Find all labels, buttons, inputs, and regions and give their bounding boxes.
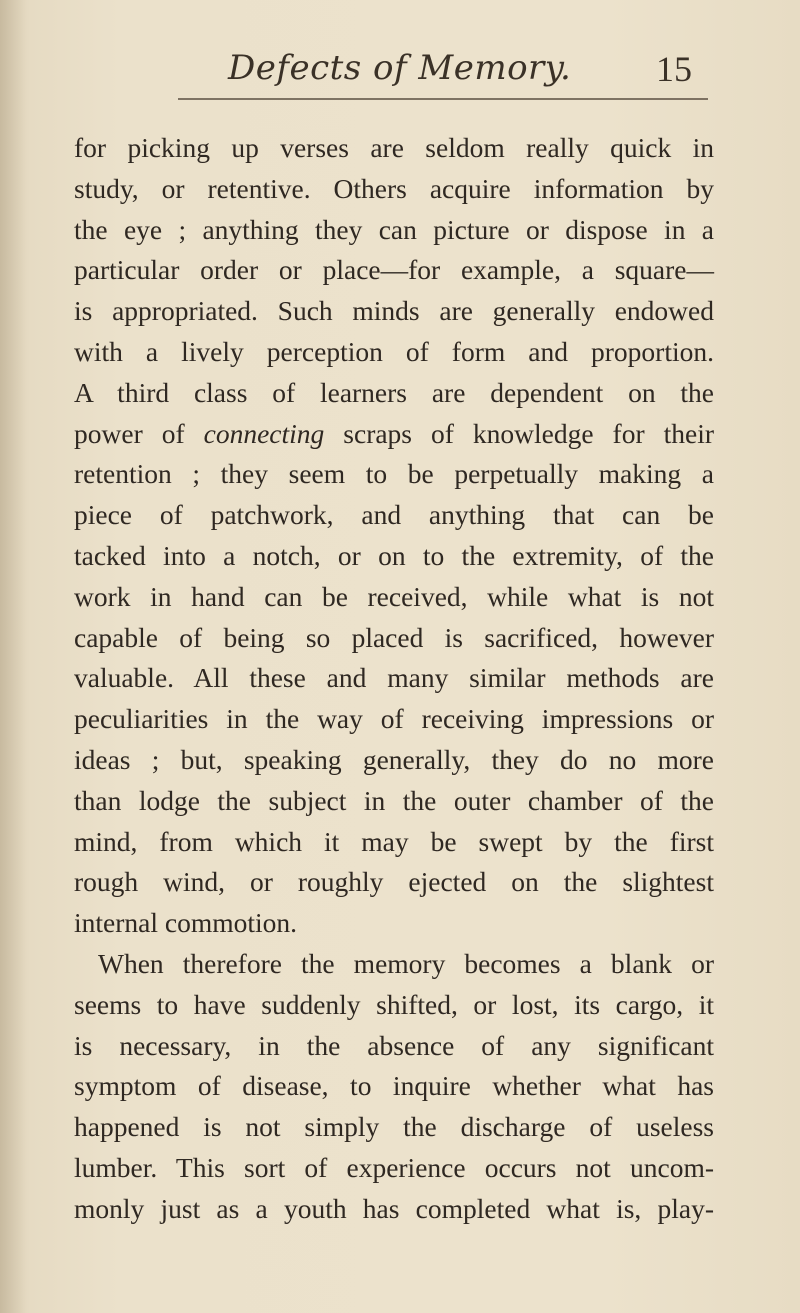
text-line: with a lively perception of form and proportion. <box>74 335 714 367</box>
text-line: monly just as a youth has completed what is, play- <box>74 1192 714 1224</box>
text-line: for picking up verses are seldom really quick in <box>74 132 714 163</box>
page-gutter-shadow <box>0 0 26 1313</box>
text-line: symptom of disease, to inquire whether what has <box>74 1070 714 1102</box>
text-line: ideas ; but, speaking generally, they do no more <box>74 743 714 775</box>
text-line: the eye ; anything they can picture or dispose in a <box>74 213 714 245</box>
text-line: rough wind, or roughly ejected on the slightest <box>74 866 714 898</box>
text-line: study, or retentive. Others acquire information by <box>74 172 714 204</box>
italic-emphasis: connecting <box>203 417 325 449</box>
text-line: piece of patchwork, and anything that can be <box>74 499 714 531</box>
text-line-paragraph-start: When therefore the memory becomes a blank or <box>98 947 714 979</box>
text-line: is necessary, in the absence of any significant <box>74 1029 714 1061</box>
text-line: valuable. All these and many similar methods are <box>74 662 714 694</box>
text-line: is appropriated. Such minds are generally endowed <box>74 295 714 327</box>
text-segment: scraps of knowledge for their <box>343 417 714 449</box>
text-line-mixed <box>74 414 714 455</box>
header-rule <box>178 98 708 100</box>
page-header <box>0 48 800 98</box>
text-line: retention ; they seem to be perpetually making a <box>74 458 714 490</box>
text-line: A third class of learners are dependent on the <box>74 376 714 408</box>
page-number: 15 <box>656 49 692 89</box>
text-line: peculiarities in the way of receiving impressions or <box>74 703 714 735</box>
body-text <box>74 128 714 1230</box>
text-line: work in hand can be received, while what is not <box>74 580 714 612</box>
text-segment: power of <box>74 417 185 449</box>
text-line: happened is not simply the discharge of useless <box>74 1111 714 1143</box>
running-head: Defects of Memory. <box>228 48 572 88</box>
text-line: particular order or place—for example, a square— <box>74 254 714 286</box>
text-line: than lodge the subject in the outer chamber of the <box>74 784 714 816</box>
text-line: tacked into a notch, or on to the extremity, of the <box>74 539 714 571</box>
text-line: mind, from which it may be swept by the first <box>74 825 714 857</box>
text-line: capable of being so placed is sacrificed, however <box>74 621 714 653</box>
text-line: internal commotion. <box>74 907 298 939</box>
text-line: lumber. This sort of experience occurs not uncom- <box>74 1151 714 1183</box>
text-line: seems to have suddenly shifted, or lost, its cargo, it <box>74 988 714 1020</box>
